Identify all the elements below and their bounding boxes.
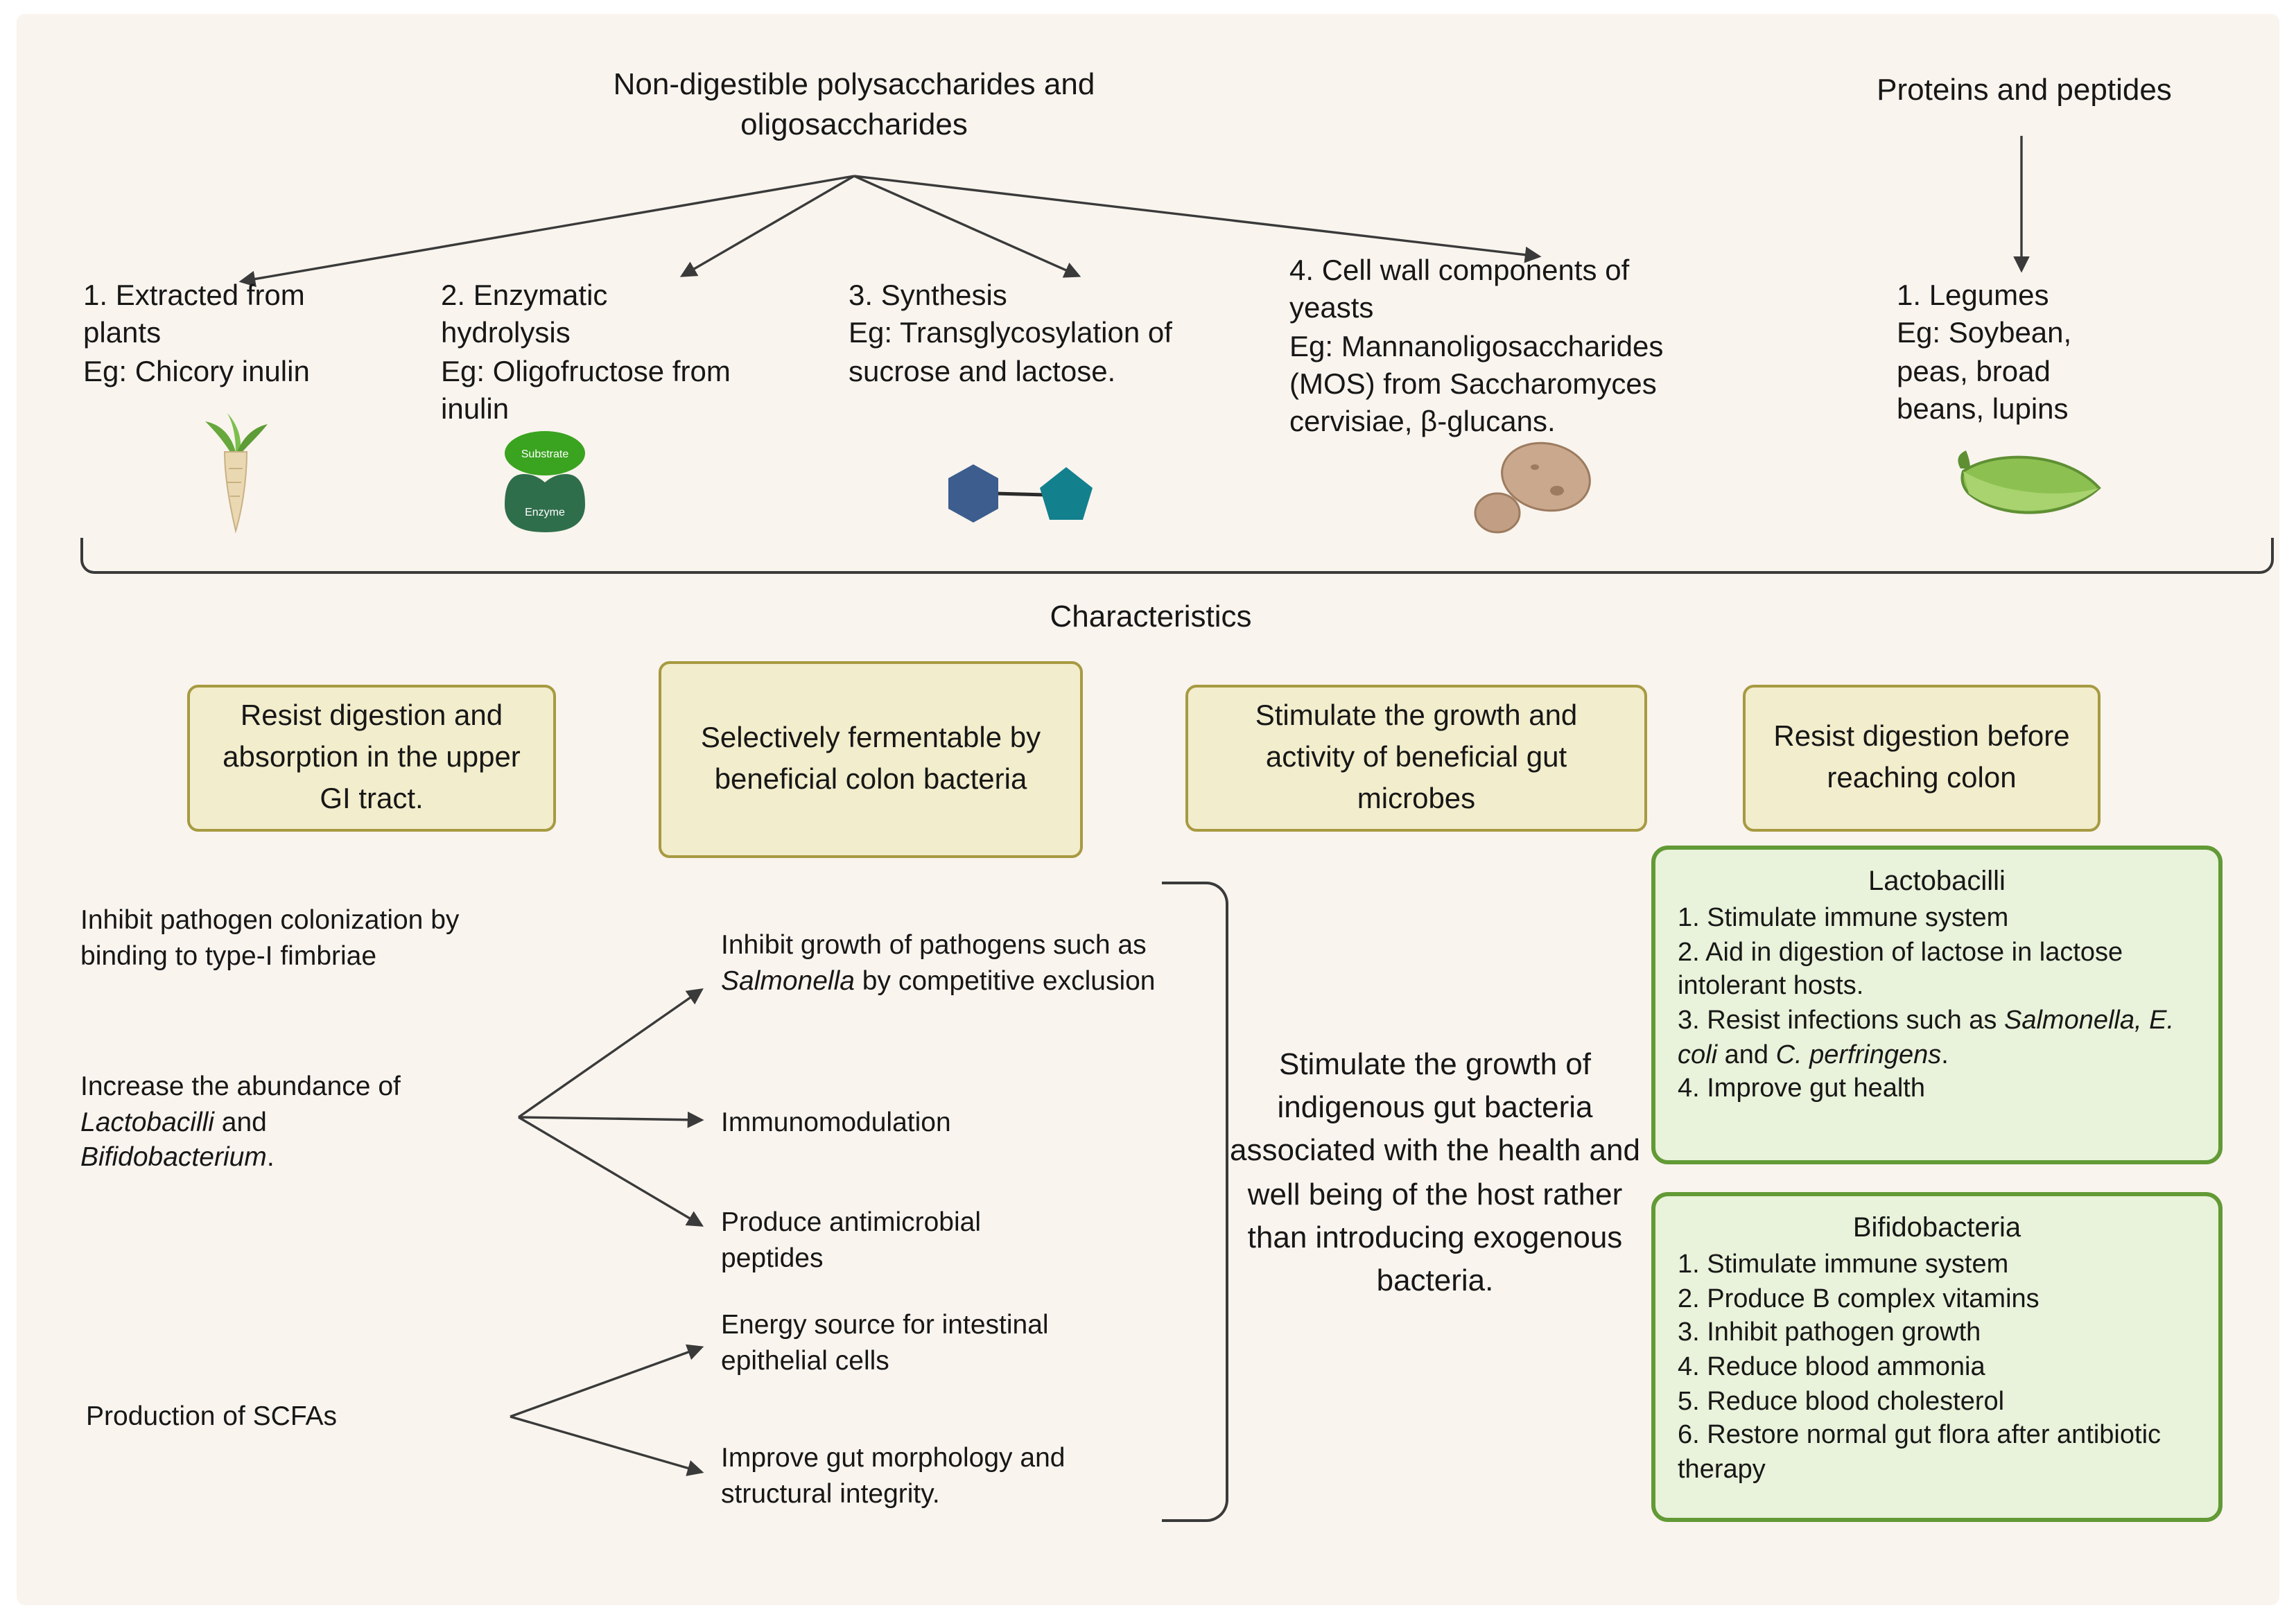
lactobacilli-item: 2. Aid in digestion of lactose in lactose intolerant hosts. xyxy=(1678,938,2123,1001)
source-example: Eg: Mannanoligosaccharides (MOS) from Saccharomyces cervisiae, β-glucans. xyxy=(1289,331,1664,439)
arrow-to-yeast-cell-wall xyxy=(854,176,1539,256)
lactobacilli-item: 4. Improve gut health xyxy=(1678,1074,1925,1104)
characteristics-label: Characteristics xyxy=(1050,599,1252,633)
outcome-energy-source: Energy source for intestinal epithelial cells xyxy=(721,1310,1049,1376)
source-title: 1. Extracted from plants xyxy=(83,280,305,350)
bifidobacteria-item: 4. Reduce blood ammonia xyxy=(1678,1353,1985,1383)
source-example: Eg: Chicory inulin xyxy=(83,356,310,388)
pea-pod-icon xyxy=(1952,446,2105,536)
enzyme-label: Enzyme xyxy=(525,507,565,518)
bifidobacteria-box xyxy=(1651,1192,2223,1522)
bifidobacteria-item: 2. Produce B complex vitamins xyxy=(1678,1284,2040,1314)
source-example: Eg: Oligofructose from inulin xyxy=(441,356,731,426)
characteristic-box-stimulate-growth xyxy=(1185,685,1647,832)
source-synthesis xyxy=(849,277,1188,391)
sources-bracket xyxy=(80,538,2274,574)
outcome-inhibit-pathogen-growth: Inhibit growth of pathogens such as Salmonella by competitive exclusion xyxy=(721,930,1156,997)
arrow-abundance-to-immunomodulation xyxy=(519,1117,702,1120)
characteristic-text: Stimulate the growth and activity of beneficial gut microbes xyxy=(1255,700,1578,815)
bifidobacteria-item: 1. Stimulate immune system xyxy=(1678,1250,2009,1279)
lactobacilli-box xyxy=(1651,846,2223,1164)
chicory-root-icon xyxy=(194,413,277,538)
enzyme-substrate-icon xyxy=(492,427,598,546)
central-statement: Stimulate the growth of indigenous gut bacteria associated with the health and well being of the host rather than introducing exogenous bacteria. xyxy=(1230,1047,1640,1298)
arrow-scfa-to-energy-source xyxy=(510,1347,702,1417)
characteristic-box-resist-digestion-gi xyxy=(187,685,556,832)
source-title: 3. Synthesis xyxy=(849,280,1007,312)
polysaccharides-title: Non-digestible polysaccharides and oligosaccharides xyxy=(613,67,1095,142)
sugar-units-icon xyxy=(943,457,1095,534)
effect-production-scfas: Production of SCFAs xyxy=(86,1401,338,1432)
characteristic-text: Resist digestion before reaching colon xyxy=(1773,721,2070,794)
characteristic-text: Resist digestion and absorption in the upper GI tract. xyxy=(223,700,521,815)
outcome-antimicrobial-peptides: Produce antimicrobial peptides xyxy=(721,1207,982,1274)
outcome-immunomodulation: Immunomodulation xyxy=(721,1108,951,1138)
effect-increase-abundance: Increase the abundance of Lactobacilli and Bifidobacterium. xyxy=(80,1071,401,1173)
bifidobacteria-item: 6. Restore normal gut flora after antibiotic therapy xyxy=(1678,1421,2162,1485)
source-example: Eg: Transglycosylation of sucrose and lactose. xyxy=(849,317,1172,388)
lactobacilli-item: 3. Resist infections such as Salmonella, E. coli and C. perfringens. xyxy=(1678,1006,2175,1070)
arrow-abundance-to-pathogen-inhibition xyxy=(519,990,702,1117)
source-legumes xyxy=(1897,277,2132,428)
source-extracted-from-plants xyxy=(83,277,360,391)
bifidobacteria-item: 5. Reduce blood cholesterol xyxy=(1678,1387,2005,1417)
yeast-cell-icon xyxy=(1463,432,1601,541)
arrow-to-synthesis xyxy=(854,176,1079,276)
source-title: 1. Legumes xyxy=(1897,280,2049,312)
source-yeast-cell-wall xyxy=(1289,252,1691,441)
lactobacilli-title: Lactobacilli xyxy=(1868,866,2006,897)
bifidobacteria-title: Bifidobacteria xyxy=(1852,1213,2021,1243)
arrow-abundance-to-antimicrobial-peptides xyxy=(519,1117,702,1225)
effect-inhibit-pathogen-colonization: Inhibit pathogen colonization by binding to type-I fimbriae xyxy=(80,905,460,972)
outcome-gut-morphology: Improve gut morphology and structural integrity. xyxy=(721,1443,1066,1509)
source-title: 2. Enzymatic hydrolysis xyxy=(441,280,608,350)
proteins-peptides-title: Proteins and peptides xyxy=(1877,72,2172,107)
bifidobacteria-item: 3. Inhibit pathogen growth xyxy=(1678,1318,1981,1348)
characteristic-text: Selectively fermentable by beneficial colon bacteria xyxy=(700,722,1041,796)
substrate-label: Substrate xyxy=(521,448,569,460)
characteristic-box-selectively-fermentable xyxy=(659,661,1083,858)
characteristic-box-resist-digestion-colon xyxy=(1743,685,2101,832)
source-enzymatic-hydrolysis xyxy=(441,277,739,428)
source-title: 4. Cell wall components of yeasts xyxy=(1289,255,1630,325)
lactobacilli-item: 1. Stimulate immune system xyxy=(1678,904,2009,933)
source-example: Eg: Soybean, peas, broad beans, lupins xyxy=(1897,317,2072,426)
arrow-scfa-to-gut-morphology xyxy=(510,1417,702,1472)
